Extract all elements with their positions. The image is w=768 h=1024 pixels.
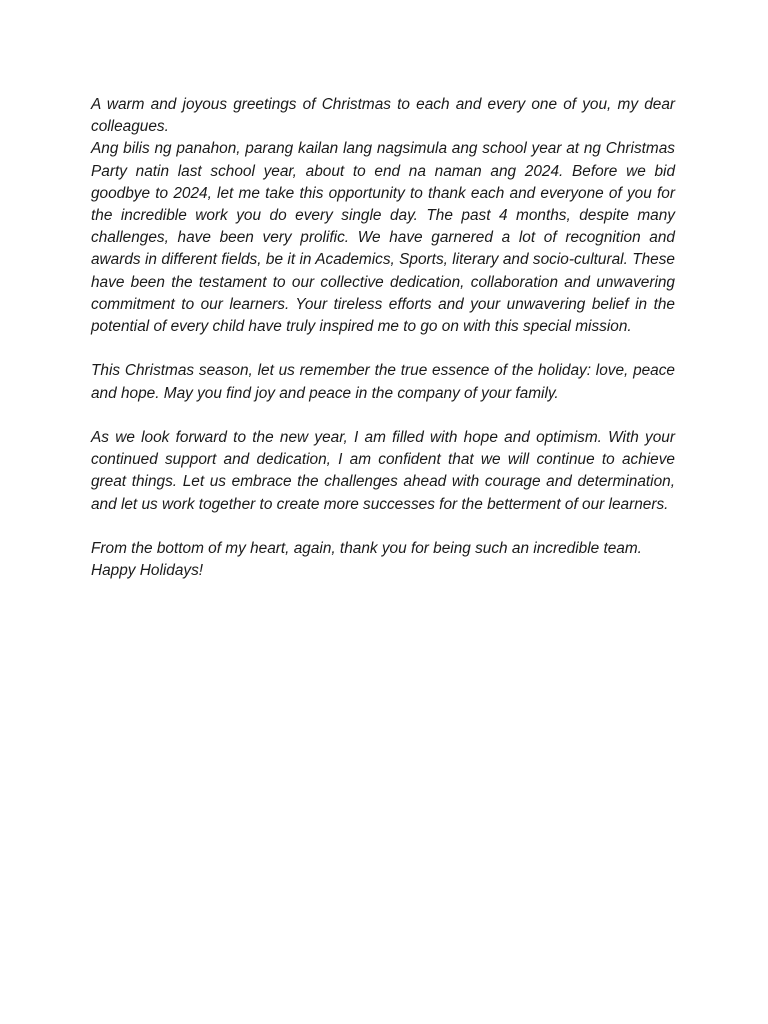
paragraph-2: This Christmas season, let us remember the true essence of the holiday: love, peace and hope. May you find joy and peace in the company of your family.	[91, 362, 675, 402]
letter-body	[91, 94, 675, 582]
greeting-line: A warm and joyous greetings of Christmas to each and every one of you, my dear colleagues.	[91, 96, 675, 136]
paragraph-1: Ang bilis ng panahon, parang kailan lang nagsimula ang school year at ng Christmas Party natin last school year, about to end na naman ang 2024. Before we bid goodbye to 2024, let me take this opportunity to thank each and everyone of you for the incredible work you do every single day. The past 4 months, despite many challenges, have been very prolific. We have garnered a lot of recognition and awards in different fields, be it in Academics, Sports, literary and socio-cultural. These have been the testament to our collective dedication, collaboration and unwavering commitment to our learners. Your tireless efforts and your unwavering belief in the potential of every child have truly inspired me to go on with this special mission.	[91, 140, 675, 336]
paragraph-3: As we look forward to the new year, I am filled with hope and optimism. With your continued support and dedication, I am confident that we will continue to achieve great things. Let us embrace the challenges ahead with courage and determination, and let us work together to create more successes for the betterment of our learners.	[91, 429, 675, 513]
closing-line: Happy Holidays!	[91, 562, 204, 580]
paragraph-4: From the bottom of my heart, again, thank you for being such an incredible team.	[91, 540, 642, 558]
